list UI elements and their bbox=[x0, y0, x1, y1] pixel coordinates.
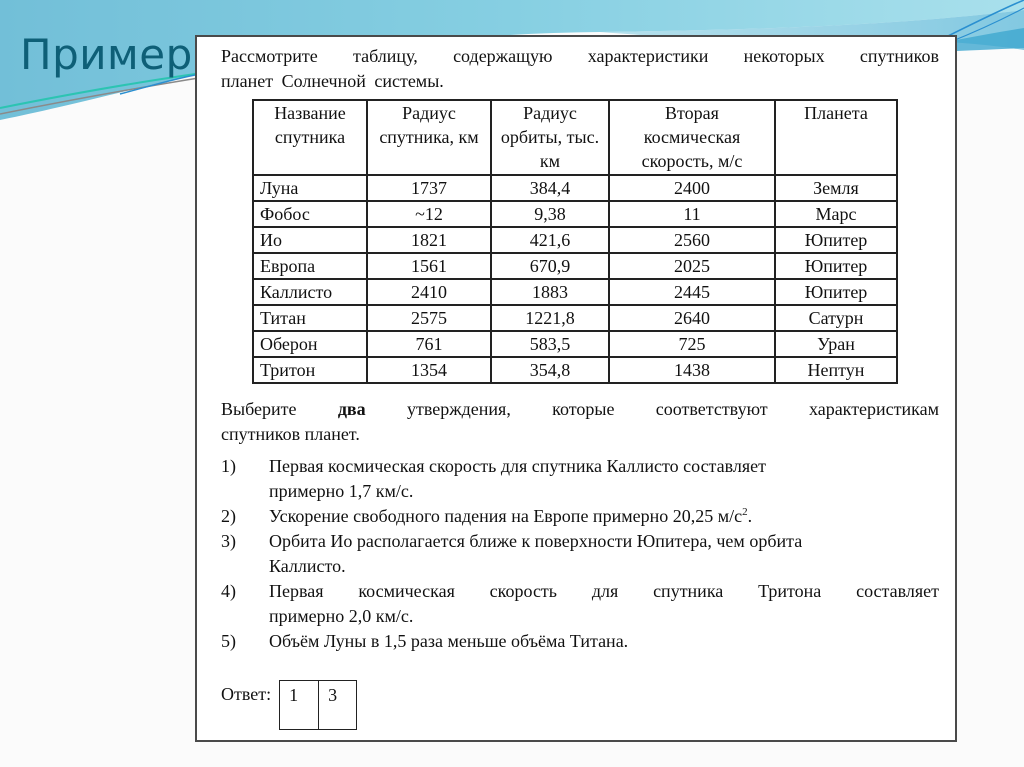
header-orbit-radius: Радиус орбиты, тыс. км bbox=[491, 100, 609, 175]
option-number: 2) bbox=[221, 506, 236, 526]
cell-planet: Юпитер bbox=[775, 253, 897, 279]
question-line-1 bbox=[221, 397, 939, 422]
answer-cell-1[interactable]: 1 bbox=[289, 685, 299, 705]
cell-planet: Марс bbox=[775, 201, 897, 227]
option-5 bbox=[221, 629, 939, 654]
option-4 bbox=[221, 579, 939, 629]
cell-planet: Юпитер bbox=[775, 227, 897, 253]
option-3 bbox=[221, 529, 939, 579]
question-part-1: Выберите bbox=[221, 399, 297, 419]
answer-section bbox=[221, 680, 357, 730]
question-line-2: спутников планет. bbox=[221, 424, 360, 444]
table-row bbox=[253, 305, 897, 331]
cell-planet: Земля bbox=[775, 175, 897, 201]
header-satellite-radius: Радиус спутника, км bbox=[367, 100, 491, 175]
answer-options-list bbox=[221, 454, 939, 654]
option-text-line-1: Первая космическая скорость для спутника Тритона составляет bbox=[269, 581, 939, 601]
option-number: 4) bbox=[221, 581, 236, 601]
cell-name: Каллисто bbox=[253, 279, 367, 305]
answer-label: Ответ: bbox=[221, 684, 272, 704]
cell-radius: ~12 bbox=[367, 201, 491, 227]
cell-velocity: 11 bbox=[609, 201, 775, 227]
cell-velocity: 2400 bbox=[609, 175, 775, 201]
option-text-line-2: Каллисто. bbox=[269, 556, 346, 576]
cell-radius: 2410 bbox=[367, 279, 491, 305]
option-text-line-2: примерно 2,0 км/с. bbox=[269, 606, 414, 626]
question-part-2: утверждения, которые соответствуют характеристикам bbox=[406, 399, 940, 419]
answer-box bbox=[279, 680, 357, 730]
intro-line-2: планет Солнечной системы. bbox=[221, 71, 444, 91]
cell-velocity: 2560 bbox=[609, 227, 775, 253]
cell-orbit: 670,9 bbox=[491, 253, 609, 279]
option-text bbox=[269, 504, 939, 529]
cell-planet: Уран bbox=[775, 331, 897, 357]
cell-planet: Нептун bbox=[775, 357, 897, 383]
cell-name: Оберон bbox=[253, 331, 367, 357]
cell-name: Титан bbox=[253, 305, 367, 331]
cell-orbit: 384,4 bbox=[491, 175, 609, 201]
cell-name: Луна bbox=[253, 175, 367, 201]
table-header-row bbox=[253, 100, 897, 175]
option-number: 3) bbox=[221, 531, 236, 551]
task-document bbox=[195, 35, 957, 742]
option-text-line-1: Первая космическая скорость для спутника Каллисто составляет bbox=[269, 456, 767, 476]
table-row bbox=[253, 227, 897, 253]
cell-velocity: 725 bbox=[609, 331, 775, 357]
cell-name: Тритон bbox=[253, 357, 367, 383]
cell-planet: Юпитер bbox=[775, 279, 897, 305]
header-planet: Планета bbox=[775, 100, 897, 175]
cell-radius: 1354 bbox=[367, 357, 491, 383]
answer-cell-2[interactable]: 3 bbox=[318, 681, 356, 729]
cell-velocity: 2445 bbox=[609, 279, 775, 305]
cell-radius: 2575 bbox=[367, 305, 491, 331]
question-emphasis: два bbox=[337, 399, 366, 419]
table-row bbox=[253, 331, 897, 357]
cell-radius: 1561 bbox=[367, 253, 491, 279]
cell-orbit: 354,8 bbox=[491, 357, 609, 383]
option-text-line-2: примерно 1,7 км/с. bbox=[269, 481, 414, 501]
superscript: 2 bbox=[742, 506, 748, 518]
table-row bbox=[253, 357, 897, 383]
header-escape-velocity: Вторая космическая скорость, м/с bbox=[609, 100, 775, 175]
option-1 bbox=[221, 454, 939, 504]
cell-velocity: 1438 bbox=[609, 357, 775, 383]
question-text bbox=[221, 397, 939, 447]
header-satellite-name: Название спутника bbox=[253, 100, 367, 175]
option-text: Объём Луны в 1,5 раза меньше объёма Титана. bbox=[269, 631, 629, 651]
option-text bbox=[269, 579, 939, 629]
table-row bbox=[253, 175, 897, 201]
cell-radius: 1821 bbox=[367, 227, 491, 253]
cell-orbit: 583,5 bbox=[491, 331, 609, 357]
option-text-line-1: Орбита Ио располагается ближе к поверхности Юпитера, чем орбита bbox=[269, 531, 803, 551]
task-intro bbox=[221, 44, 939, 94]
cell-orbit: 1221,8 bbox=[491, 305, 609, 331]
cell-orbit: 9,38 bbox=[491, 201, 609, 227]
satellites-table bbox=[252, 99, 898, 384]
option-text bbox=[269, 454, 939, 504]
option-text-main: Ускорение свободного падения на Европе примерно 20,25 м/с bbox=[269, 506, 743, 526]
intro-line-1: Рассмотрите таблицу, содержащую характеристики некоторых спутников bbox=[221, 46, 939, 66]
cell-name: Европа bbox=[253, 253, 367, 279]
cell-planet: Сатурн bbox=[775, 305, 897, 331]
table-row bbox=[253, 201, 897, 227]
option-number: 1) bbox=[221, 456, 236, 476]
cell-radius: 761 bbox=[367, 331, 491, 357]
option-text bbox=[269, 529, 939, 579]
table-row bbox=[253, 279, 897, 305]
cell-velocity: 2640 bbox=[609, 305, 775, 331]
cell-radius: 1737 bbox=[367, 175, 491, 201]
slide-title: Пример bbox=[20, 30, 193, 79]
option-2 bbox=[221, 504, 939, 529]
cell-name: Ио bbox=[253, 227, 367, 253]
option-number: 5) bbox=[221, 631, 236, 651]
option-text-tail: . bbox=[747, 506, 753, 526]
cell-orbit: 421,6 bbox=[491, 227, 609, 253]
table-row bbox=[253, 253, 897, 279]
cell-velocity: 2025 bbox=[609, 253, 775, 279]
cell-orbit: 1883 bbox=[491, 279, 609, 305]
cell-name: Фобос bbox=[253, 201, 367, 227]
